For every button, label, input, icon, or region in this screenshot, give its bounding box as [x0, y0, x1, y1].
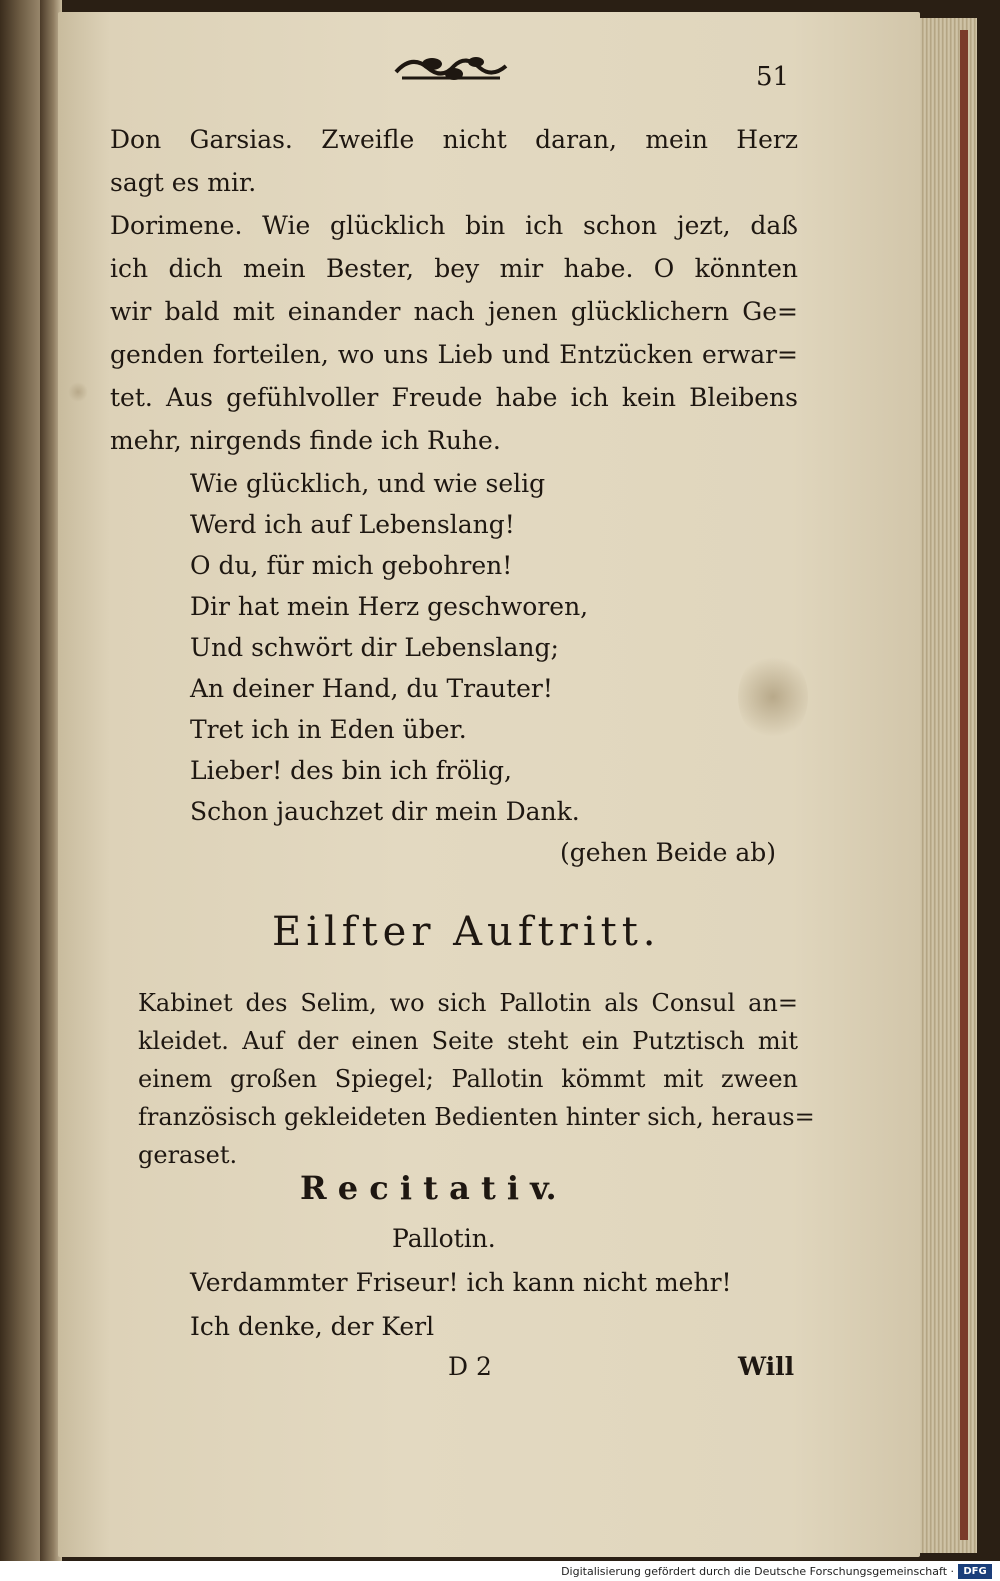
verse-line-2: Werd ich auf Lebenslang!	[190, 510, 515, 539]
verse-line-8: Lieber! des bin ich frölig,	[190, 756, 512, 785]
prose-line-5: wir bald mit einander nach jenen glücklichern Ge=	[110, 297, 798, 326]
page-edge-red	[960, 30, 968, 1540]
description-line-5: geraset.	[138, 1141, 238, 1169]
description-line-2: kleidet. Auf der einen Seite steht ein Putztisch mit	[138, 1027, 798, 1055]
signature-mark: D 2	[448, 1352, 492, 1381]
prose-line-8: mehr, nirgends finde ich Ruhe.	[110, 426, 501, 455]
page-number: 51	[756, 62, 790, 92]
description-line-3: einem großen Spiegel; Pallotin kömmt mit zween	[138, 1065, 798, 1093]
prose-line-7: tet. Aus gefühlvoller Freude habe ich kein Bleibens	[110, 383, 798, 412]
verse-line-4: Dir hat mein Herz geschworen,	[190, 592, 589, 621]
verse-line-6: An deiner Hand, du Trauter!	[190, 674, 553, 703]
description-line-4: französisch gekleideten Bedienten hinter sich, heraus=	[138, 1103, 815, 1131]
prose-line-1: Don Garsias. Zweifle nicht daran, mein Herz	[110, 125, 798, 154]
ornament-icon	[392, 48, 510, 88]
prose-line-6: genden forteilen, wo uns Lieb und Entzücken erwar=	[110, 340, 798, 369]
verse-line-7: Tret ich in Eden über.	[190, 715, 467, 744]
paper-stain	[738, 652, 808, 742]
recitativ-line-2: Ich denke, der Kerl	[190, 1312, 435, 1341]
footer-bar	[0, 1561, 1000, 1581]
verse-line-9: Schon jauchzet dir mein Dank.	[190, 797, 580, 826]
scene-heading: Eilfter Auftritt.	[272, 909, 661, 955]
catchword: Will	[738, 1352, 795, 1381]
verse-line-1: Wie glücklich, und wie selig	[190, 469, 546, 498]
verse-line-3: O du, für mich gebohren!	[190, 551, 513, 580]
prose-line-2: sagt es mir.	[110, 168, 257, 197]
speaker-name: Pallotin.	[392, 1224, 496, 1253]
recitativ-heading: R e c i t a t i v.	[300, 1169, 557, 1207]
verse-line-5: Und schwört dir Lebenslang;	[190, 633, 559, 662]
prose-line-3: Dorimene. Wie glücklich bin ich schon jezt, daß	[110, 211, 798, 240]
paper-spot	[68, 382, 88, 402]
stage-direction: (gehen Beide ab)	[560, 838, 777, 867]
description-line-1: Kabinet des Selim, wo sich Pallotin als Consul an=	[138, 989, 798, 1017]
dfg-logo: DFG	[958, 1564, 992, 1579]
footer-credit: Digitalisierung gefördert durch die Deutsche Forschungsgemeinschaft ·	[561, 1565, 954, 1578]
prose-line-4: ich dich mein Bester, bey mir habe. O könnten	[110, 254, 798, 283]
recitativ-line-1: Verdammter Friseur! ich kann nicht mehr!	[190, 1268, 732, 1297]
